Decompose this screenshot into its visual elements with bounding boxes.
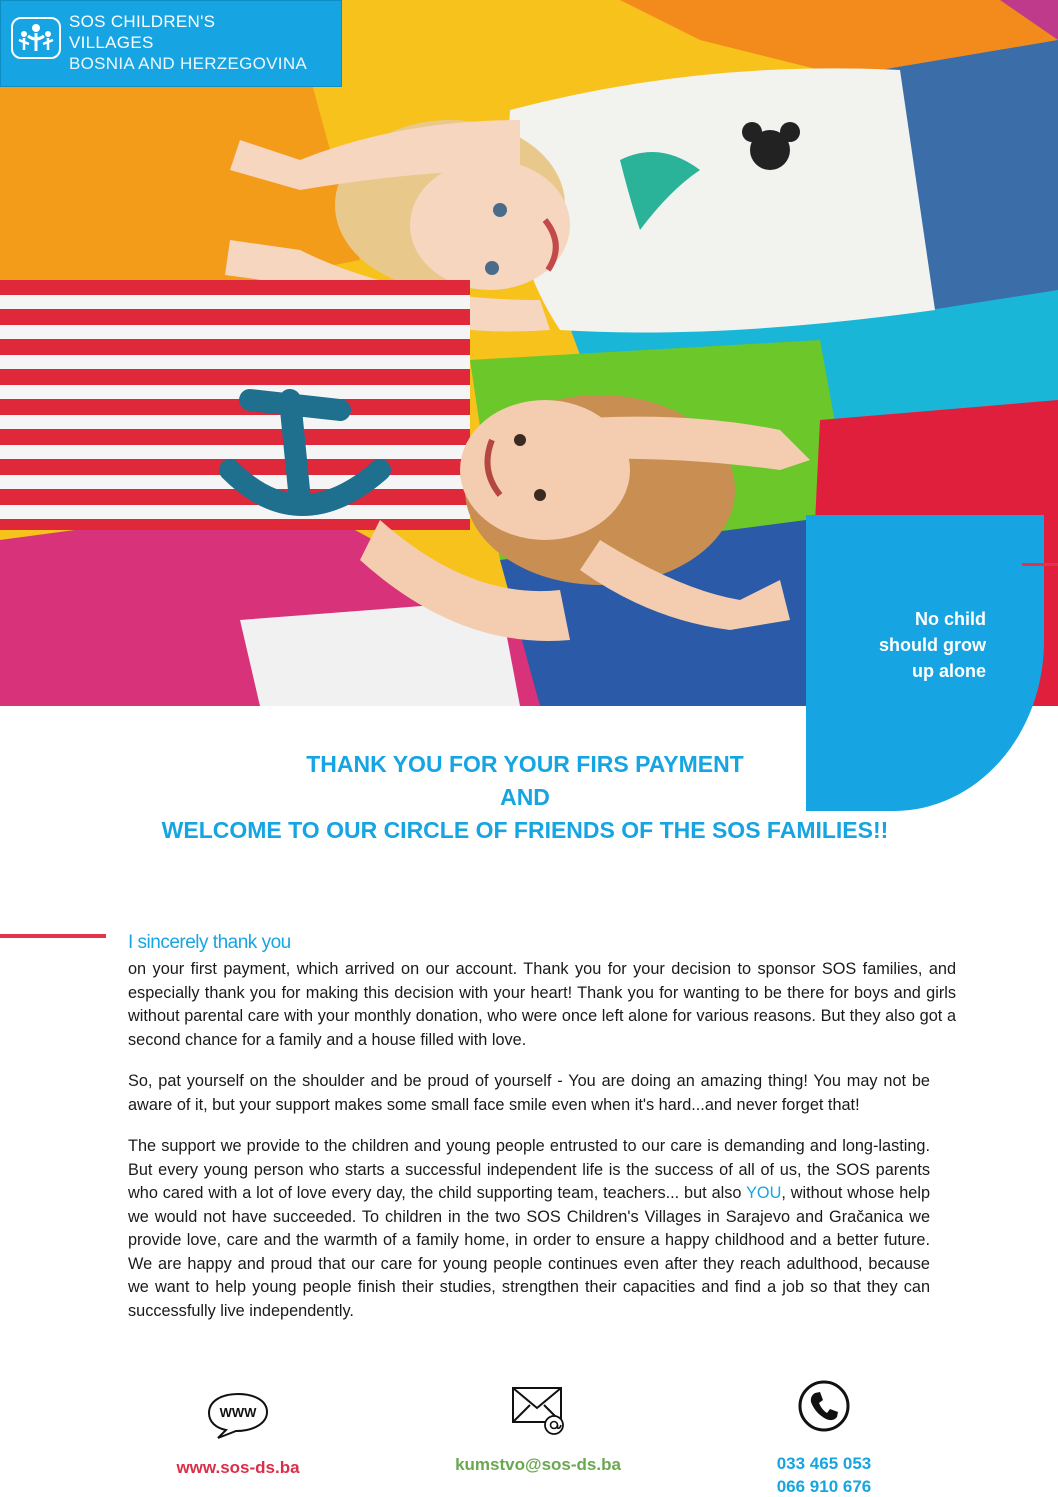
contact-website xyxy=(150,1390,326,1478)
email-link[interactable]: kumstvo@sos-ds.ba xyxy=(455,1455,621,1474)
tagline xyxy=(826,606,986,684)
logo-line-3: BOSNIA AND HERZEGOVINA xyxy=(69,54,308,73)
page-headline xyxy=(0,748,1050,847)
phone-number-2[interactable]: 066 910 676 xyxy=(776,1477,872,1496)
phone-number-1[interactable]: 033 465 053 xyxy=(776,1454,872,1473)
letter-body xyxy=(128,958,956,1323)
sos-children-logo-icon xyxy=(11,17,61,59)
logo-line-1: SOS CHILDREN'S xyxy=(69,12,216,31)
headline-line-3: WELCOME TO OUR CIRCLE OF FRIENDS OF THE SOS FAMILIES!! xyxy=(161,817,889,843)
website-link[interactable]: www.sos-ds.ba xyxy=(176,1458,300,1477)
organization-logo xyxy=(0,0,342,87)
web-icon-label: WWW xyxy=(219,1405,257,1420)
envelope-at-icon xyxy=(440,1384,636,1443)
contact-email xyxy=(440,1384,636,1475)
phone-numbers xyxy=(748,1452,900,1497)
letter-paragraph-2: So, pat yourself on the shoulder and be proud of yourself - You are doing an amazing thing! You may not be aware of it, but your support makes some small face smile even when it's hard...and never forget that! xyxy=(128,1072,930,1114)
logo-text xyxy=(69,11,307,86)
phone-icon xyxy=(748,1378,900,1439)
tagline-line-2: should grow xyxy=(879,635,986,655)
contact-phone xyxy=(748,1378,900,1497)
paragraph-3-end: , without whose help we would not have succeeded. To children in the two SOS Children's Villages in Sarajevo and Gračanica we provide love, care and the warmth of a family home, in order to ensure a happy childhood and a better future. We are happy and proud that our care for young people continues even after they reach adulthood, because we want to help young people finish their studies, strengthen their capacities and find a job so that they can successfully live independently. xyxy=(128,1184,931,1320)
web-bubble-icon xyxy=(150,1390,326,1445)
letter-intro: I sincerely thank you xyxy=(128,932,291,953)
letter-paragraph-3 xyxy=(128,1135,930,1323)
highlight-you: YOU xyxy=(746,1184,782,1202)
headline-line-1: THANK YOU FOR YOUR FIRS PAYMENT xyxy=(306,751,744,777)
headline-line-2: AND xyxy=(500,784,550,810)
tagline-line-3: up alone xyxy=(911,661,986,681)
letter-paragraph-1: on your first payment, which arrived on our account. Thank you for your decision to sponsor SOS families, and especially thank you for making this decision with your heart! Thank you for wanting to be there for boys and girls without parental care with your monthly donation, who were once left alone for various reasons. But they also got a second chance for a family and a house filled with love. xyxy=(128,960,956,1049)
red-accent-mark xyxy=(1022,563,1058,566)
section-accent-line xyxy=(0,934,106,938)
paragraph-3-start: The support we provide to the children and young people entrusted to our care is demanding and long-lasting. But every young person who starts a successful independent life is the success of all of us, the SOS parents who cared with a lot of love every day, the child supporting team, teachers... but also xyxy=(128,1137,930,1202)
tagline-line-1: No child xyxy=(915,609,986,629)
logo-line-2: VILLAGES xyxy=(69,33,154,52)
